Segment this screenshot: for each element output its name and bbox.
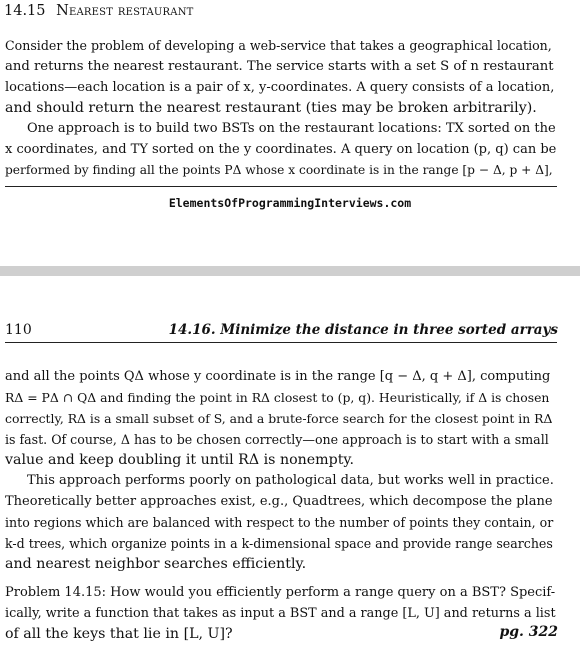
text-line: One approach is to build two BSTs on the restaurant locations: TX sorted on the <box>27 121 556 136</box>
footer-rule <box>5 186 557 187</box>
text-line: into regions which are balanced with respect to the number of points they contain, or <box>5 515 554 530</box>
section-title: Nearest restaurant <box>56 3 194 19</box>
text-line: is fast. Of course, Δ has to be chosen correctly—one approach is to start with a small <box>5 432 549 447</box>
approach-paragraph <box>5 118 557 181</box>
text-line: performed by finding all the points PΔ whose x coordinate is in the range [p − Δ, p + Δ], <box>5 163 553 177</box>
text-line: and returns the nearest restaurant. The service starts with a set S of n restaurant <box>5 59 554 74</box>
text-line: k-d trees, which organize points in a k-dimensional space and provide range searches <box>5 536 553 551</box>
text-line: and nearest neighbor searches efficiently. <box>5 556 307 572</box>
text-line: locations—each location is a pair of x, y-coordinates. A query consists of a location, <box>5 80 555 95</box>
text-line: and should return the nearest restaurant (ties may be broken arbitrarily). <box>5 100 537 116</box>
text-line: Consider the problem of developing a web-service that takes a geographical location, <box>5 38 552 53</box>
text-line: and all the points QΔ whose y coordinate is in the range [q − Δ, q + Δ], computing <box>5 369 551 384</box>
text-line: Problem 14.15: How would you efficiently perform a range query on a BST? Specif- <box>5 585 556 600</box>
text-line: This approach performs poorly on pathological data, but works well in practice. <box>27 473 554 488</box>
problem-statement <box>5 582 557 645</box>
problem-page-ref[interactable]: pg. 322 <box>499 624 558 640</box>
header-rule <box>5 342 557 343</box>
section-number: 14.15 <box>4 3 46 19</box>
intro-paragraph <box>5 35 557 119</box>
section-heading <box>4 3 194 19</box>
top-page <box>0 0 580 266</box>
text-line: ically, write a function that takes as input a BST and a range [L, U] and returns a list <box>5 606 556 621</box>
text-line: RΔ = PΔ ∩ QΔ and finding the point in RΔ closest to (p, q). Heuristically, if Δ is chosen <box>5 390 550 405</box>
page-separator <box>0 266 580 276</box>
page-number: 110 <box>5 322 32 338</box>
text-line: of all the keys that lie in [L, U]? <box>5 626 233 642</box>
footer-url: ElementsOfProgrammingInterviews.com <box>168 196 412 210</box>
running-head: 14.16. Minimize the distance in three sorted arrays <box>168 322 558 338</box>
continued-paragraph <box>5 366 557 471</box>
text-line: correctly, RΔ is a small subset of S, and a brute-force search for the closest point in RΔ <box>5 411 553 426</box>
text-line: Theoretically better approaches exist, e.g., Quadtrees, which decompose the plane <box>5 494 553 509</box>
text-line: x coordinates, and TY sorted on the y coordinates. A query on location (p, q) can be <box>5 142 557 157</box>
text-line: value and keep doubling it until RΔ is nonempty. <box>5 452 355 468</box>
bottom-page <box>0 276 580 651</box>
alternatives-paragraph <box>5 470 557 575</box>
